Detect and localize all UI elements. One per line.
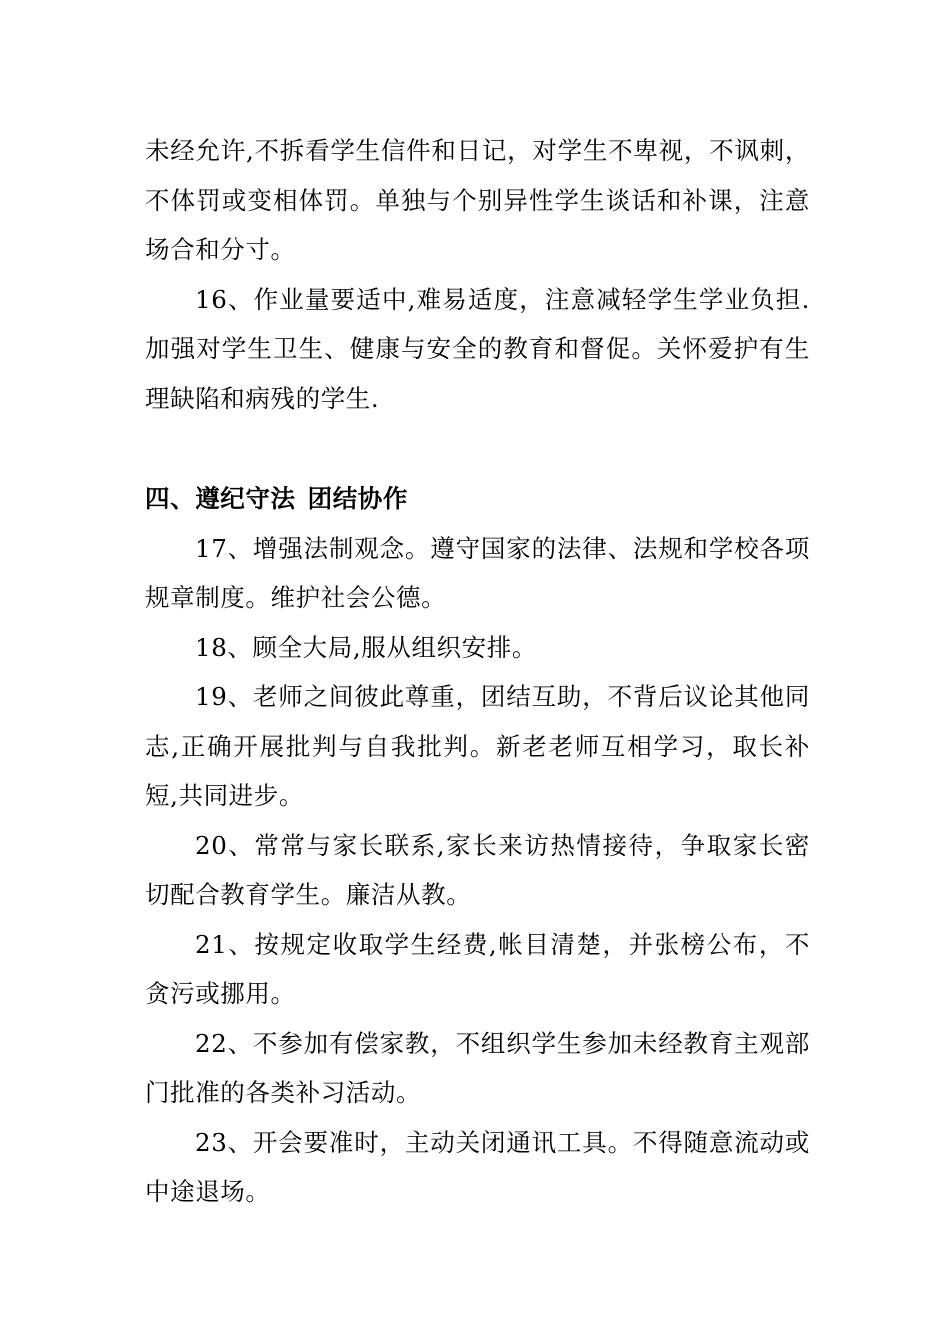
document-body bbox=[145, 126, 810, 1217]
paragraph-15-continued: 未经允许,不拆看学生信件和日记，对学生不卑视，不讽刺，不体罚或变相体罚。单独与个别异性学生谈话和补课，注意场合和分寸。 bbox=[145, 136, 810, 264]
section-heading-title: 四、遵纪守法 bbox=[145, 484, 296, 513]
paragraph-18: 18、顾全大局,服从组织安排。 bbox=[195, 632, 537, 662]
paragraph-22: 22、不参加有偿家教，不组织学生参加未经教育主观部门批准的各类补习活动。 bbox=[145, 1028, 810, 1107]
paragraph-23: 23、开会要准时，主动关闭通讯工具。不得随意流动或中途退场。 bbox=[145, 1127, 810, 1206]
paragraph-21: 21、按规定收取学生经费,帐目清楚，并张榜公布，不贪污或挪用。 bbox=[145, 929, 810, 1008]
paragraph-16: 16、作业量要适中,难易适度，注意减轻学生学业负担.加强对学生卫生、健康与安全的教育和督促。关怀爱护有生理缺陷和病残的学生. bbox=[145, 284, 810, 413]
paragraph-17: 17、增强法制观念。遵守国家的法律、法规和学校各项规章制度。维护社会公德。 bbox=[145, 533, 810, 612]
paragraph-20: 20、常常与家长联系,家长来访热情接待，争取家长密切配合教育学生。廉洁从教。 bbox=[145, 830, 810, 909]
section-heading bbox=[145, 474, 810, 524]
paragraph-19: 19、老师之间彼此尊重，团结互助，不背后议论其他同志,正确开展批判与自我批判。新老老师互相学习，取长补短,共同进步。 bbox=[145, 682, 810, 810]
section-heading-subtitle: 团结协作 bbox=[307, 484, 409, 513]
